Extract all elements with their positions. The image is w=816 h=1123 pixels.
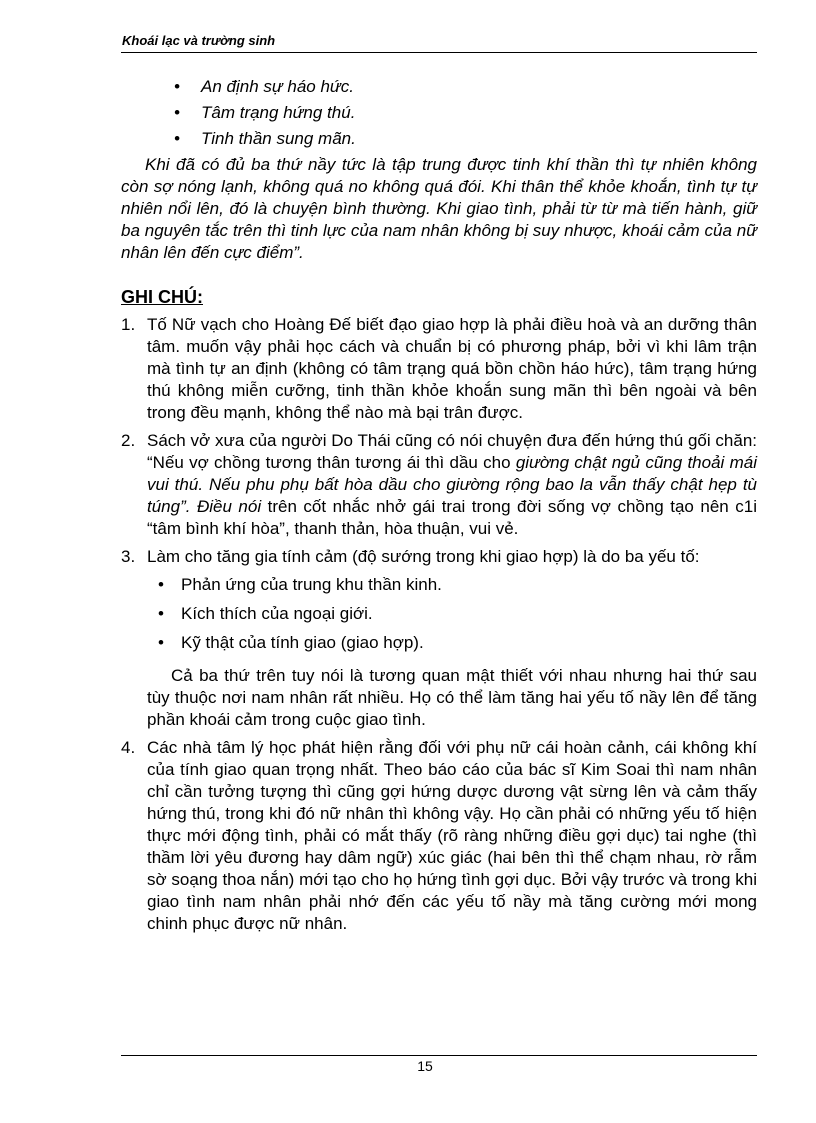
note-sub-bullet-list	[147, 574, 757, 661]
note-text-continued: trên cốt nhắc nhở gái trai trong đời sống vợ chồng tạo nên c1i “tâm bình khí hòa”, thanh thản, hòa thuận, vui vẻ.	[147, 497, 757, 538]
bullet-icon: •	[158, 633, 164, 652]
note-item-3	[121, 546, 757, 731]
list-item: • Phản ứng của trung khu thần kinh.	[158, 575, 442, 594]
note-quote: giường chật ngủ cũng thoải mái vui thú. Nếu phu phụ bất hòa dầu cho giường rộng bao la vẫn thấy chật hẹp tù túng”. Điều nói	[147, 453, 757, 516]
bullet-icon: •	[174, 77, 180, 96]
bullet-icon: •	[158, 575, 164, 594]
list-item: • An định sự háo hức.	[174, 77, 354, 96]
bullet-icon: •	[174, 103, 180, 122]
page-body	[121, 76, 757, 941]
note-followup-paragraph: Cả ba thứ trên tuy nói là tương quan mật thiết với nhau nhưng hai thứ sau tùy thuộc nơi nam nhân rất nhiều. Họ có thể làm tăng hai yếu tố nầy lên để tăng phần khoái cảm trong cuộc giao tình.	[147, 666, 757, 729]
list-item: • Kỹ thật của tính giao (giao hợp).	[158, 633, 424, 652]
list-item: • Tinh thần sung mãn.	[174, 129, 356, 148]
intro-paragraph: Khi đã có đủ ba thứ nầy tức là tập trung được tinh khí thần thì tự nhiên không còn sợ nóng lạnh, không quá no không quá đói. Khi thân thể khỏe khoắn, tình tự tự nhiên nổi lên, đó là chuyện bình thường. Khi giao tình, phải từ từ mà tiến hành, giữ ba nguyên tắc trên thì tinh lực của nam nhân không bị suy nhược, khoái cảm của nữ nhân lên đến cực điểm”.	[121, 155, 757, 262]
notes-heading: GHI CHÚ:	[121, 287, 203, 307]
footer-divider	[121, 1055, 757, 1056]
list-item: • Tâm trạng hứng thú.	[174, 103, 356, 122]
note-item-1	[121, 314, 757, 424]
notes-list	[121, 314, 757, 935]
note-number: 1.	[121, 315, 136, 334]
note-text: Các nhà tâm lý học phát hiện rằng đối với phụ nữ cái hoàn cảnh, cái không khí của tính giao quan trọng nhất. Theo báo cáo của bác sĩ Kim Soai thì nam nhân chỉ cần tưởng tượng thì cũng gợi hứng dược dương vật sừng lên và cảm thấy hứng thú, trong khi đó nữ nhân thì không vậy. Họ cần phải có những yếu tố hiện thực mới động tình, phải có mắt thấy (rõ ràng những điều gợi dục) tai nghe (thì thầm lời yêu đương hay dâm ngữ) xúc giác (hai bên thì thể chạm nhau, rờ rẫm sờ soạng thoa nắn) mới tạo cho họ hứng tình gợi dục. Bởi vậy trước và trong khi giao tình nam nhân phải nhớ đến các yếu tố nầy mà tăng cường mới mong chinh phục được nữ nhân.	[147, 738, 757, 933]
list-item: • Kích thích của ngoại giới.	[158, 604, 373, 623]
page-number: 15	[417, 1058, 433, 1074]
note-number: 3.	[121, 547, 136, 566]
note-text: Tố Nữ vạch cho Hoàng Đế biết đạo giao hợp là phải điều hoà và an dưỡng thân tâm. muốn vậy phải học cách và chuẩn bị có phương pháp, bởi vì khi lâm trận mà tình tự an định (không có tâm trạng quá bồn chồn háo hức), tâm trạng hứng thú không miễn cưỡng, tinh thần khỏe khoắn sung mãn thì bên ngoài và bên trong đều mạnh, không thể nào mà bại trân được.	[147, 315, 757, 422]
bullet-icon: •	[174, 129, 180, 148]
running-header: Khoái lạc và trường sinh	[122, 33, 276, 48]
note-number: 4.	[121, 738, 136, 757]
note-text: Làm cho tăng gia tính cảm (độ sướng trong khi giao hợp) là do ba yếu tố:	[147, 547, 700, 566]
bullet-icon: •	[158, 604, 164, 623]
header-divider	[121, 52, 757, 53]
note-number: 2.	[121, 431, 136, 450]
note-text: Sách vở xưa của người Do Thái cũng có nói chuyện đưa đến hứng thú gối chăn: “Nếu vợ chồng tương thân tương ái thì dầu cho	[147, 431, 757, 472]
note-item-2	[121, 430, 757, 540]
note-item-4	[121, 737, 757, 935]
intro-bullet-list	[121, 76, 757, 154]
